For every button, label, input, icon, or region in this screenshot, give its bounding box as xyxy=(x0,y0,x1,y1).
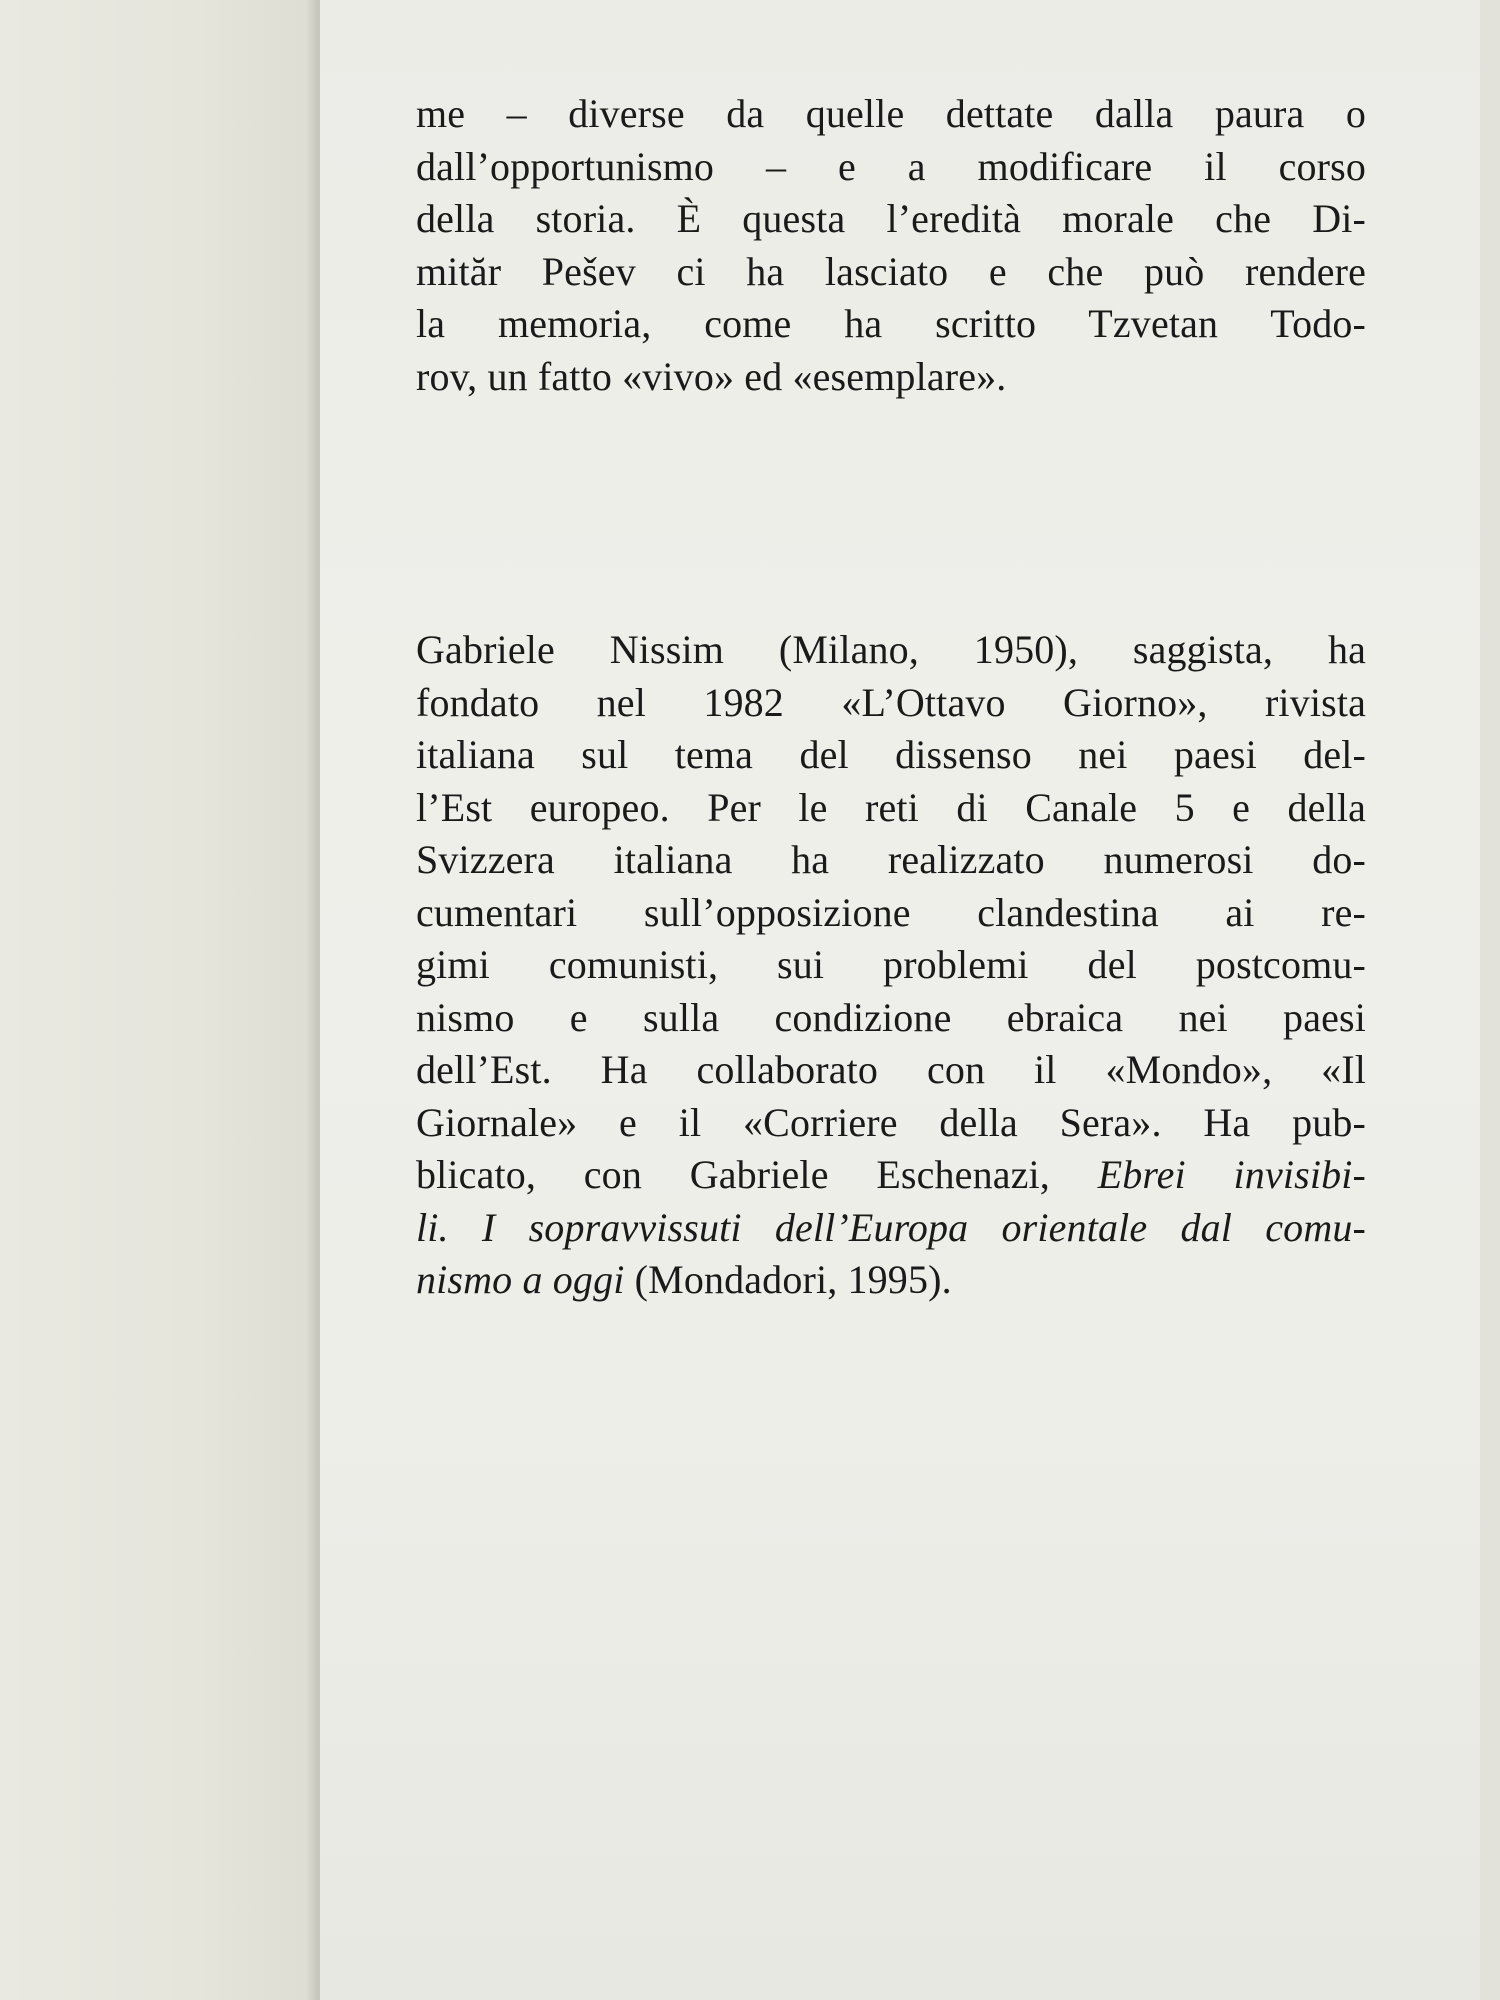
excerpt-line: della storia. È questa l’eredità morale che Di- xyxy=(416,196,1366,241)
excerpt-line: la memoria, come ha scritto Tzvetan Todo- xyxy=(416,301,1366,346)
bio-line: italiana sul tema del dissenso nei paesi del- xyxy=(416,732,1366,777)
book-title: Ebrei invisibi- xyxy=(1097,1152,1366,1197)
excerpt-line: rov, un fatto «vivo» ed «esemplare». xyxy=(416,353,1007,399)
bio-text: blicato, con Gabriele Eschenazi, xyxy=(416,1152,1098,1197)
bio-line: Gabriele Nissim (Milano, 1950), saggista, ha xyxy=(416,627,1366,672)
left-page xyxy=(0,0,318,2000)
book-title: li. I sopravvissuti dell’Europa orientale dal comu- xyxy=(416,1204,1366,1250)
bio-line: gimi comunisti, sui problemi del postcomu- xyxy=(416,942,1366,987)
bio-line: fondato nel 1982 «L’Ottavo Giorno», rivista xyxy=(416,679,1366,725)
bio-line: Svizzera italiana ha realizzato numerosi do- xyxy=(416,837,1366,882)
excerpt-line: dall’opportunismo – e a modificare il corso xyxy=(416,143,1366,189)
bio-line: l’Est europeo. Per le reti di Canale 5 e della xyxy=(416,784,1366,830)
excerpt-line: me – diverse da quelle dettate dalla paura o xyxy=(416,91,1366,136)
bio-line: dell’Est. Ha collaborato con il «Mondo», «Il xyxy=(416,1047,1366,1092)
author-bio-paragraph xyxy=(416,624,1366,1307)
excerpt-line: mităr Pešev ci ha lasciato e che può rendere xyxy=(416,248,1366,294)
bio-text: (Mondadori, 1995). xyxy=(624,1257,952,1302)
bio-line: cumentari sull’opposizione clandestina ai re- xyxy=(416,889,1366,935)
excerpt-paragraph xyxy=(416,88,1366,403)
book-title: nismo a oggi xyxy=(416,1257,625,1302)
bio-line: nismo e sulla condizione ebraica nei paesi xyxy=(416,994,1366,1040)
bio-line xyxy=(416,1149,1366,1202)
bio-line: Giornale» e il «Corriere della Sera». Ha pub- xyxy=(416,1099,1366,1145)
bio-line xyxy=(416,1254,1366,1307)
